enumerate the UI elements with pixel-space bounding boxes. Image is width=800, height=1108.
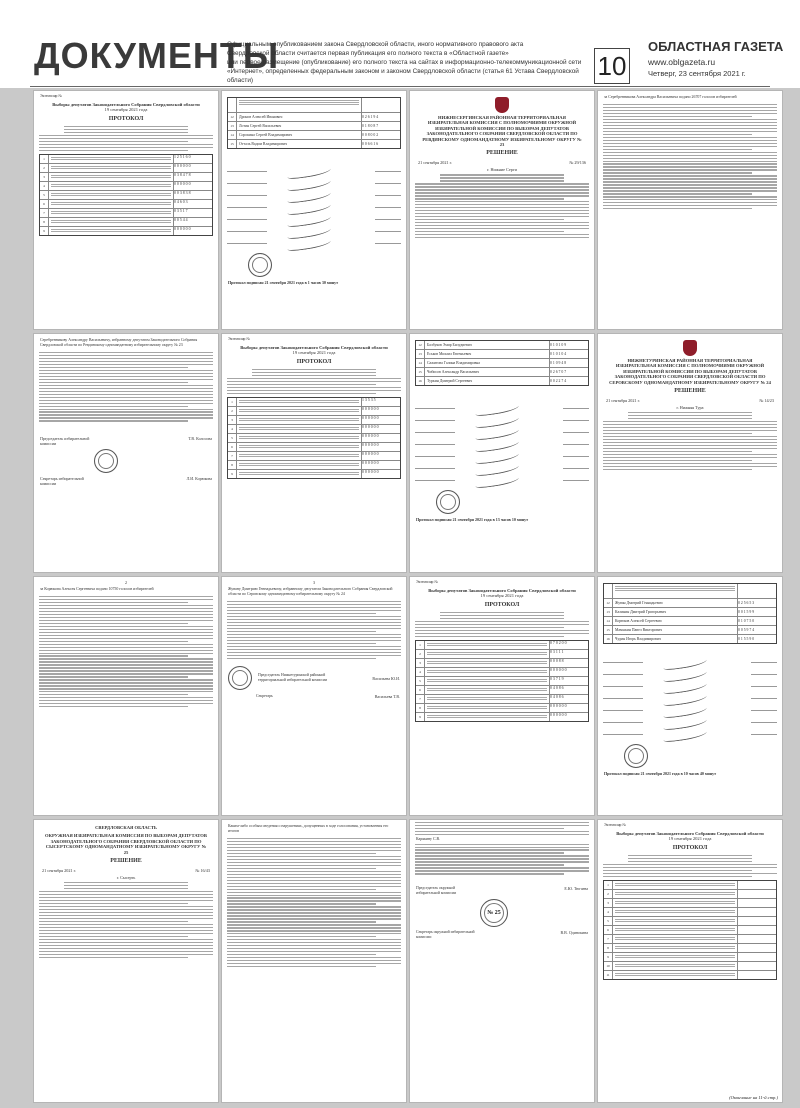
decision-number: № 14/23 (759, 398, 774, 404)
table-row: 4 0 0 0 0 0 0 (416, 668, 588, 677)
copy-number: Экземпляр № (40, 94, 63, 98)
document-page-7 (410, 334, 594, 572)
commission-title: НИЖНЕТУРИНСКАЯ РАЙОННАЯ ТЕРРИТОРИАЛЬНАЯ ИЗБИРАТЕЛЬНАЯ КОМИССИЯ С ПОЛНОМОЧИЯМИ ОКРУЖНОЙ ИЗБИРАТЕЛЬНОЙ КОМИССИИ ПО ВЫБОРАМ ДЕПУТАТОВ ЗАКОНОДАТЕЛЬНОГО СОБРАНИЯ СВЕРДЛОВСКОЙ ОБЛАСТИ ПО СЕРОВСКОМУ ОДНОМАНДАТНОМУ ИЗБИРАТЕЛЬНОМУ ОКРУГУ № 24 (609, 358, 771, 385)
table-row: 12 Жуван Дмитрий Геннадьевич 0 2 5 6 5 3 (604, 599, 776, 608)
table-row: 15 Чибисов Александр Васильевич 0 2 6 7 0 7 (416, 368, 588, 377)
table-row: 1 1 2 5 1 6 0 (40, 155, 212, 164)
protocol-heading: ПРОТОКОЛ (484, 601, 520, 608)
coat-of-arms-icon (683, 340, 697, 356)
table-row: 6 0 4 0 8 6 (416, 686, 588, 695)
secretary-name: Л.И. Корюкова (186, 475, 212, 481)
secretary-role: Секретарь окружной избирательной комиссии (416, 930, 475, 940)
table-row: 5 0 0 3 8 3 8 (40, 191, 212, 200)
signature-note: Протокол подписан 21 сентября 2021 года в 13 часов 10 минут (416, 517, 529, 522)
decision-number: № 16/43 (195, 868, 210, 874)
table-row: 12 Балбуков Эмир Билудиевич 0 1 0 1 0 9 (416, 341, 588, 350)
doc-title: Выборы депутатов Законодательного Собрания Свердловской области (240, 345, 388, 350)
document-page-9 (34, 577, 218, 815)
section-title: ДОКУМЕНТЫ (34, 35, 280, 76)
table-row: 2 0 0 0 0 0 0 (40, 164, 212, 173)
table-row: 5 0 0 0 0 0 0 (228, 434, 400, 443)
decision-heading: РЕШЕНИЕ (110, 858, 142, 865)
document-page-12 (598, 577, 782, 815)
candidates-table (227, 97, 401, 149)
protocol-heading: ПРОТОКОЛ (296, 358, 332, 365)
signature-note: Протокол подписан 21 сентября 2021 года в 1 часов 30 минут (228, 280, 339, 285)
doc-date: 19 сентября 2021 года (480, 593, 524, 599)
decision-number: № 29/136 (569, 160, 586, 166)
secretary-name: В.В. Одинокина (560, 930, 588, 936)
document-page-1 (34, 91, 218, 329)
document-page-6 (222, 334, 406, 572)
signer-name: Т.В. Колосова (188, 435, 212, 441)
protocol-heading: ПРОТОКОЛ (672, 844, 708, 851)
continuation-note: (Окончание на 11-й стр.) (729, 1095, 778, 1100)
newspaper-name: ОБЛАСТНАЯ ГАЗЕТА (648, 39, 784, 54)
region-title: СВЕРДЛОВСКАЯ ОБЛАСТЬ (95, 825, 157, 830)
table-row: 4 0 0 0 0 0 0 (228, 425, 400, 434)
results-table (227, 397, 401, 479)
secretary-name: Васильева Т.В. (374, 694, 400, 700)
decision-place: г. Нижняя Тура (676, 405, 704, 411)
decision-date: 21 сентября 2021 г. (42, 868, 76, 874)
seal-stamp (228, 666, 252, 690)
signer-role: Председатель Нижнетуринской районной территориальной избирательной комиссии (258, 673, 328, 683)
doc-title: Выборы депутатов Законодательного Собрания Свердловской области (616, 831, 764, 836)
document-page-14 (222, 820, 406, 1102)
candidates-table (415, 340, 589, 386)
doc-title: Выборы депутатов Законодательного Собрания Свердловской области (52, 102, 200, 107)
page-number: 10 (594, 48, 630, 84)
table-row: 14 Сажитова Галина Владимировна 0 1 0 9 4 8 (416, 359, 588, 368)
table-row: 3 0 3 8 4 7 8 (40, 173, 212, 182)
page-mark: 2 (125, 580, 127, 585)
text-fragment: за Серебренникова Александра Васильевича подано 26707 голосов избирателей (604, 95, 737, 99)
notice-line: Официальным опубликованием закона Свердловской области, иного нормативного правового акта (227, 41, 524, 48)
document-page-3 (410, 91, 594, 329)
text-fragment: Карякину С.В. (416, 836, 441, 841)
table-row: 4 0 0 0 0 0 0 (40, 182, 212, 191)
table-row: 8 0 0 5 4 4 (40, 218, 212, 227)
table-row: 14 Сорокина Сергей Владимирович 0 0 8 0 0 2 (228, 131, 400, 140)
decision-heading: РЕШЕНИЕ (674, 388, 706, 395)
table-row: 16 Чудин Игорь Владимирович 0 1 5 5 9 0 (604, 635, 776, 643)
table-row: 8 0 0 0 0 0 0 (228, 461, 400, 470)
table-row: 13 Лотин Сергей Васильевич 0 1 8 0 8 7 (228, 122, 400, 131)
seal-stamp: № 25 (480, 899, 508, 927)
doc-date: 19 сентября 2021 года (292, 350, 336, 356)
table-row: 15 Мамыкин Павел Викторович 0 0 5 9 7 4 (604, 626, 776, 635)
decision-date: 21 сентября 2021 г. (606, 398, 640, 404)
commission-title: ОКРУЖНАЯ ИЗБИРАТЕЛЬНАЯ КОМИССИЯ ПО ВЫБОРАМ ДЕПУТАТОВ ЗАКОНОДАТЕЛЬНОГО СОБРАНИЯ СВЕРДЛОВСКОЙ ОБЛАСТИ ПО СЫСЕРТСКОМУ ОДНОМАНДАТНОМУ ИЗБИРАТЕЛЬНОМУ ОКРУГУ № 25 (45, 833, 207, 855)
signer-role: Председатель окружной избирательной комиссии (416, 886, 457, 896)
table-row: 7 0 0 0 0 0 0 (228, 452, 400, 461)
table-row: 7 0 3 5 1 7 (40, 209, 212, 218)
document-page-13 (34, 820, 218, 1102)
document-page-4 (598, 91, 782, 329)
protocol-heading: ПРОТОКОЛ (108, 115, 144, 122)
publication-notice (227, 40, 589, 85)
decision-date: 21 сентября 2021 г. (418, 160, 452, 166)
page-mark: 3 (313, 580, 315, 585)
table-row: 2 0 3 1 1 1 (416, 650, 588, 659)
text-fragment: Серебренникову Александру Васильевичу, избранному депутатом Законодательного Собрания Свердловской области по Ревдинскому одномандатному избирательному округу № 23 (40, 338, 198, 347)
seal-stamp (94, 449, 118, 473)
table-row: 1 1 3 5 3 5 (228, 398, 400, 407)
document-page-8 (598, 334, 782, 572)
signer-name: Васильева Ю.И. (372, 675, 400, 681)
results-table (39, 154, 213, 236)
table-row: 16 Туркин Дмитрий Сергеевич 0 0 2 2 7 4 (416, 377, 588, 385)
table-row: 13 Калинин Дмитрий Григорьевич 0 0 1 5 9 9 (604, 608, 776, 617)
seal-stamp (624, 744, 648, 768)
doc-date: 19 сентября 2021 года (104, 107, 148, 113)
decision-heading: РЕШЕНИЕ (486, 150, 518, 157)
coat-of-arms-icon (495, 97, 509, 113)
notice-line: или первое размещение (опубликование) его полного текста на сайтах в информационно-телекоммуникационной сети (227, 59, 582, 66)
table-row: 7 0 4 0 8 6 (416, 695, 588, 704)
copy-number: Экземпляр № (416, 580, 439, 584)
copy-number: Экземпляр № (228, 337, 251, 341)
table-row: 15 Отталь Вадим Владимирович 0 0 6 6 1 6 (228, 140, 400, 148)
seal-stamp (248, 253, 272, 277)
text-fragment: за Корюкова Алексея Сергеевича подано 10750 голосов избирателей (40, 587, 154, 591)
issue-date: Четверг, 23 сентября 2021 г. (648, 69, 746, 78)
website[interactable]: www.oblgazeta.ru (648, 57, 716, 67)
divider (30, 86, 770, 87)
results-table: 1 2 3 4 5 6 7 8 9 10 11 (603, 880, 777, 980)
results-table (415, 640, 589, 722)
document-page-11 (410, 577, 594, 815)
table-row: 3 0 0 0 8 8 (416, 659, 588, 668)
secretary-role: Секретарь (256, 694, 273, 699)
doc-date: 19 сентября 2021 года (668, 836, 712, 842)
text-fragment: Жувану Дмитрию Геннадьевичу, избранному депутатом Законодательного Собрания Свердловской области по Серовскому одномандатному избирательному округу № 24 (228, 587, 393, 596)
table-row: 9 0 0 0 0 0 0 (228, 470, 400, 478)
table-row: 3 0 0 0 0 0 0 (228, 416, 400, 425)
table-header (228, 98, 400, 113)
notice-line: «Интернет», определенных федеральным законом и законом Свердловской области (статья 61 Устава Свердловской области) (227, 68, 579, 84)
table-row: 2 0 0 0 0 0 0 (228, 407, 400, 416)
table-row: 9 0 0 0 0 0 0 (40, 227, 212, 235)
document-page-15 (410, 820, 594, 1102)
document-page-2 (222, 91, 406, 329)
table-row: 9 0 0 0 0 0 0 (416, 713, 588, 721)
table-row: 8 0 0 0 0 0 0 (416, 704, 588, 713)
signer-name: Е.Ю. Тюгаева (564, 886, 588, 892)
seal-stamp (436, 490, 460, 514)
table-row: 14 Корюков Алексей Сергеевич 0 1 0 7 5 0 (604, 617, 776, 626)
notice-line: Свердловской области считается первая публикация его полного текста в «Областной газете» (227, 50, 509, 57)
copy-number: Экземпляр № (604, 823, 627, 827)
doc-title: Выборы депутатов Законодательного Собрания Свердловской области (428, 588, 576, 593)
decision-place: г. Сысерть (116, 875, 136, 881)
document-page-5 (34, 334, 218, 572)
signature-note: Протокол подписан 21 сентября 2021 года в 10 часов 40 минут (604, 771, 717, 776)
decision-place: г. Нижние Серги (487, 167, 517, 173)
table-row: 1 0 7 0 2 0 0 (416, 641, 588, 650)
table-row: 13 Еськов Михаил Евгеньевич 0 1 0 1 0 4 (416, 350, 588, 359)
document-page-16 (598, 820, 782, 1102)
table-row: 6 0 4 6 0 3 (40, 200, 212, 209)
signer-role: Председатель избирательной комиссии (40, 435, 90, 446)
table-row: 6 0 0 0 0 0 0 (228, 443, 400, 452)
document-page-10 (222, 577, 406, 815)
table-row: 5 0 3 7 1 9 (416, 677, 588, 686)
masthead (0, 0, 800, 88)
table-row: 12 Дронов Алексей Иванович 0 2 6 1 9 4 (228, 113, 400, 122)
text-fragment: Каким-либо особым сведения о нарушениях, допущенных в ходе голосования, установления его итогов (228, 824, 389, 833)
secretary-role: Секретарь избирательной комиссии (40, 475, 84, 486)
table-header (604, 584, 776, 599)
commission-title: НИЖНЕСЕРГИНСКАЯ РАЙОННАЯ ТЕРРИТОРИАЛЬНАЯ ИЗБИРАТЕЛЬНАЯ КОМИССИЯ С ПОЛНОМОЧИЯМИ ОКРУЖНОЙ ИЗБИРАТЕЛЬНОЙ КОМИССИИ ПО ВЫБОРАМ ДЕПУТАТОВ ЗАКОНОДАТЕЛЬНОГО СОБРАНИЯ СВЕРДЛОВСКОЙ ОБЛАСТИ ПО РЕВДИНСКОМУ ОДНОМАНДАТНОМУ ИЗБИРАТЕЛЬНОМУ ОКРУГУ № 23 (422, 115, 582, 148)
candidates-table (603, 583, 777, 644)
